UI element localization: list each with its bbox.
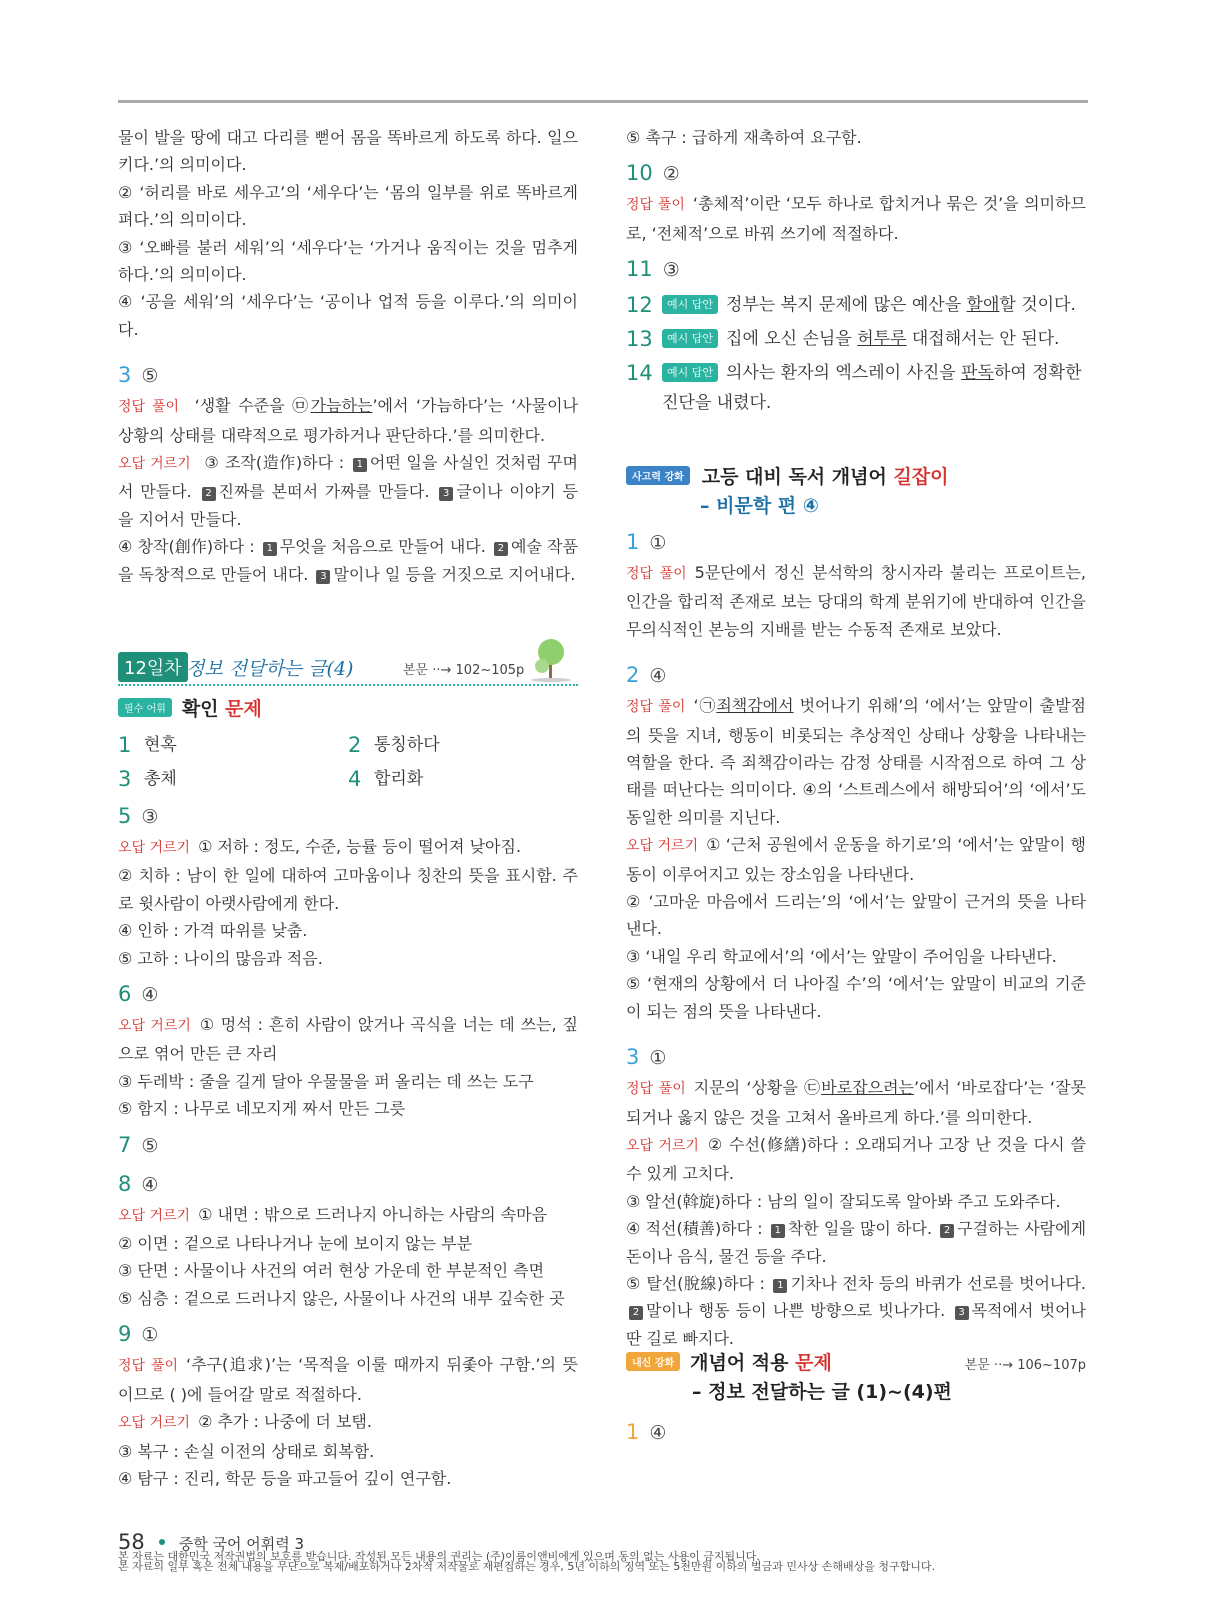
page-reference: 본문 ··→ 106~107p [964,1358,1086,1373]
underlined-text: 허투루 [857,329,907,350]
tree-icon [528,636,574,682]
paragraph: ④ ‘공을 세워’의 ‘세우다’는 ‘공이나 업적 등을 이루다.’의 의미이다. [118,292,578,339]
heading-accent: 길잡이 [893,466,949,488]
day-badge: 12일차 [118,652,188,682]
question-number: 1 [626,1420,640,1444]
paragraph: ③ ‘내일 우리 학교에서’의 ‘에서’는 앞말이 주어임을 나타낸다. [626,946,1057,966]
question-9 [118,1318,578,1351]
text: ② 추가 : 나중에 더 보탬. [198,1412,372,1432]
text: ① ‘근처 공원에서 운동을 하기로’의 ‘에서’는 앞말이 행동이 이루어지고 있는 장소임을 나타낸다. [626,835,1086,884]
section-12-header [118,650,578,686]
answer: ④ [649,665,667,688]
question-number: 9 [118,1322,132,1347]
question-3 [118,359,578,392]
thinking-section-header [626,462,1086,518]
question-number: 5 [118,804,132,828]
number-box: 2 [940,1224,954,1238]
underlined-text: 할애 [966,295,1000,316]
paragraph: ② ‘허리를 바로 세우고’의 ‘세우다’는 ‘몸의 일부를 위로 똑바르게 펴다.’의 의미이다. [118,182,578,230]
wrong-label: 오답 거르기 [626,1137,699,1154]
text: 대접해서는 안 된다. [906,329,1060,350]
number-box: 1 [773,1279,787,1293]
underlined-text: 바로잡으려는 [821,1078,915,1098]
text: 무엇을 처음으로 만들어 내다. [279,537,486,557]
question-7 [118,1129,578,1162]
paragraph: 물이 발을 땅에 대고 다리를 뻗어 몸을 똑바르게 하도록 하다. 일으키다.’의 의미이다. [118,128,578,175]
text: 목적에서 벗어나 딴 길로 빠지다. [626,1301,1086,1348]
answer-label: 정답 풀이 [626,566,687,582]
answer: ③ [662,259,680,282]
heading-accent: 문제 [225,698,262,720]
text: ‘총체적’이란 ‘모두 하나로 합치거나 묶은 것’을 의미하므로, ‘전체적’으로 바꿔 쓰기에 적절하다. [626,194,1086,243]
list-item [348,764,578,794]
question-8 [118,1168,578,1201]
wrong-label: 오답 거르기 [118,1415,191,1432]
answer-grid [118,726,578,794]
list-item [118,730,348,760]
question-number: 4 [348,767,362,791]
question-13 [626,324,1086,354]
paragraph: ⑤ 심층 : 겉으로 드러나지 않은, 사물이나 사건의 내부 깊숙한 곳 [118,1288,565,1308]
question-number: 14 [626,361,653,386]
explanation [626,692,1086,831]
text: 진짜를 본떠서 가짜를 만들다. [218,482,430,502]
paragraph: ③ 두레박 : 줄을 길게 달아 우물물을 퍼 올리는 데 쓰는 도구 [118,1071,534,1091]
example-answer-badge: 예시 답안 [662,363,718,382]
example-answer-badge: 예시 답안 [662,329,718,348]
answer: ④ [141,984,159,1007]
text: 예술 작품을 독창적으로 만들어 내다. [118,537,578,584]
answer: ③ [141,806,159,828]
answer: 합리화 [374,769,424,789]
question-number: 11 [626,257,653,282]
question-number: 2 [348,733,362,757]
answer: ④ [141,1173,159,1196]
section-12-body [118,726,578,1492]
text: 의사는 환자의 엑스레이 사진을 [726,363,962,384]
text: ④ 적선(積善)하다 : [626,1219,763,1239]
book-title: 중학 국어 어휘력 3 [178,1535,305,1553]
question-12 [626,290,1086,320]
underlined-text: 죄책감에서 [716,696,794,716]
text: ’에서 ‘가늠하다’는 ‘사물이나 상황의 상태를 대략적으로 평가하거나 판단하다.’를 의미한다. [118,396,578,445]
answer-label: 정답 풀이 [626,197,685,214]
text: 할 것이다. [999,295,1076,316]
paragraph: ⑤ 촉구 : 급하게 재촉하여 요구함. [626,128,862,147]
answer: ① [649,532,667,554]
example-answer-badge: 예시 답안 [662,295,718,314]
number-box: 2 [494,542,508,556]
subheading: – 비문학 편 ④ [700,495,819,517]
text: 정부는 복지 문제에 많은 예산을 [726,295,967,316]
wrong-options [118,1408,578,1437]
wrong-options [118,833,578,862]
paragraph: ⑤ 함지 : 나무로 네모지게 짜서 만든 그릇 [118,1099,406,1119]
left-column-top [118,124,578,588]
text: 5문단에서 정신 분석학의 창시자라 불리는 프로이트는, 인간을 합리적 존재로 보는 당대의 학계 분위기에 반대하여 인간을 무의식적인 본능의 지배를 받는 수동적 존재로 보았다. [626,563,1086,639]
answer: ④ [649,1422,667,1444]
text: 착한 일을 많이 하다. [787,1219,933,1239]
wrong-options [118,1201,578,1230]
question-1 [626,526,1086,559]
text: 말이나 일 등을 거짓으로 지어내다. [333,564,576,584]
question-number: 3 [118,363,132,388]
paragraph: ⑤ 고하 : 나이의 많음과 적음. [118,948,323,968]
number-box: 3 [439,487,453,501]
answer-label: 정답 풀이 [118,399,180,416]
wrong-label: 오답 거르기 [118,840,191,856]
text: ② 수선(修繕)하다 : 오래되거나 고장 난 것을 다시 쓸 수 있게 고치다. [626,1134,1086,1184]
paragraph: ② 이면 : 겉으로 나타나거나 눈에 보이지 않는 부분 [118,1234,473,1254]
paragraph: ⑤ ‘현재의 상황에서 더 나아질 수’의 ‘에서’는 앞말이 비교의 기준이 되는 점의 뜻을 나타낸다. [626,974,1086,1021]
question-number: 12 [626,293,653,318]
text: ① 내면 : 밖으로 드러나지 아니하는 사람의 속마음 [198,1204,548,1224]
text: 어떤 일을 사실인 것처럼 꾸며서 만들다. [118,453,578,502]
question-11 [626,253,1086,286]
text: ③ 조작(造作)하다 : [204,453,345,473]
question-number: 6 [118,982,132,1007]
wrong-label: 오답 거르기 [118,456,191,473]
number-box: 2 [202,487,216,501]
school-section-body [626,1410,1086,1449]
text: 지문의 ‘상황을 ㉢ [693,1078,822,1098]
paragraph: ③ ‘오빠를 불러 세워’의 ‘세우다’는 ‘가거나 움직이는 것을 멈추게 하다.’의 의미이다. [118,237,578,285]
question-number: 3 [118,767,132,791]
paragraph: ③ 복구 : 손실 이전의 상태로 회복함. [118,1441,375,1461]
question-number: 1 [118,733,132,757]
number-box: 2 [629,1306,643,1320]
text: 집에 오신 손님을 [726,329,858,350]
paragraph [626,1215,1086,1270]
question-number: 1 [626,530,640,554]
paragraph [626,1270,1086,1352]
explanation [118,1351,578,1408]
wrong-options [118,1011,578,1068]
answer: ⑤ [141,365,159,388]
number-box: 1 [263,542,277,556]
answer: 현혹 [144,735,177,755]
answer: ⑤ [141,1134,159,1157]
number-box: 1 [771,1224,785,1238]
question-2 [626,659,1086,692]
list-item [118,764,348,794]
subsection-header [118,694,262,721]
text: 하여 정확한 진단을 내렸다. [662,363,1082,414]
underlined-text: 판독 [961,363,994,384]
answer: 총체 [144,769,177,789]
copyright-line: 본 자료의 일부 혹은 전체 내용을 무단으로 복제/배포하거나 2차적 저작물로 재편집하는 경우, 5년 이하의 징역 또는 5천만원 이하의 벌금과 민사상 손해배상을 청구합니다. [118,1560,936,1573]
footer [118,1530,1098,1574]
question-number: 2 [626,663,640,688]
paragraph: ③ 알선(斡旋)하다 : 남의 일이 잘되도록 알아봐 주고 도와주다. [626,1191,1061,1211]
answer: 통칭하다 [374,735,440,755]
wrong-options [118,449,578,533]
question-6 [118,978,578,1011]
question-14 [626,358,1086,418]
top-rule [118,100,1088,103]
text: ‘추구(追求)’는 ‘목적을 이룰 때까지 뒤좇아 구함.’의 뜻이므로 ( )에 들어갈 말로 적절하다. [118,1355,579,1404]
answer-label: 정답 풀이 [626,699,686,716]
copyright-line: 본 자료는 대한민국 저작권법의 보호를 받습니다. 작성된 모든 내용의 권리는 (주)이룸이앤비에게 있으며 동의 없는 사용이 금지됩니다. [118,1550,760,1563]
explanation [626,190,1086,247]
question-10 [626,157,1086,190]
category-badge: 내신 강화 [626,1352,680,1371]
explanation [118,392,578,449]
wrong-label: 오답 거르기 [118,1207,191,1224]
wrong-label: 오답 거르기 [626,838,699,855]
school-section-header [626,1348,1086,1404]
page-number: 58 [118,1530,145,1554]
answer-label: 정답 풀이 [118,1358,179,1375]
category-badge: 필수 어휘 [118,698,172,717]
answer: ② [662,163,680,186]
bullet-dot [159,1539,165,1545]
question-1 [626,1416,1086,1449]
explanation [626,559,1086,643]
category-badge: 사고력 강화 [626,466,690,485]
question-number: 7 [118,1132,132,1157]
answer: ① [141,1324,159,1347]
heading: 고등 대비 독서 개념어 [701,466,887,488]
underlined-text: 가늠하는 [310,396,373,416]
question-number: 8 [118,1171,132,1196]
answer: ① [649,1047,667,1070]
question-3 [626,1041,1086,1074]
text: ‘생활 수준을 ㉤ [194,396,311,416]
paragraph: ② 치하 : 남이 한 일에 대하여 고마움이나 칭찬의 뜻을 표시함. 주로 윗사람이 아랫사람에게 한다. [118,866,578,913]
text: ⑤ 탈선(脫線)하다 : [626,1273,765,1293]
paragraph: ④ 인하 : 가격 따위를 낮춤. [118,921,308,941]
text: ‘㉠ [693,696,717,716]
number-box: 1 [353,458,367,472]
list-item [348,730,578,760]
right-column-top [626,124,1086,418]
text: 말이나 행동 등이 나쁜 방향으로 빗나가다. [646,1301,946,1321]
explanation [626,1074,1086,1131]
text: ① 저하 : 정도, 수준, 능률 등이 떨어져 낮아짐. [198,837,522,856]
text: ① 멍석 : 흔히 사람이 앉거나 곡식을 너는 데 쓰는, 짚으로 엮어 만든 큰 자리 [118,1015,578,1064]
wrong-options [118,533,578,588]
question-number: 13 [626,327,653,352]
text: ’에서 ‘바로잡다’는 ‘잘못되거나 옳지 않은 것을 고쳐서 올바르게 하다.’를 의미한다. [626,1078,1087,1127]
wrong-options [626,1131,1086,1188]
answer-label: 정답 풀이 [626,1081,686,1098]
wrong-options [626,831,1086,888]
paragraph: ③ 단면 : 사물이나 사건의 여러 현상 가운데 한 부분적인 측면 [118,1261,545,1281]
number-box: 3 [316,570,330,584]
section-title: 정보 전달하는 글(4) [186,658,354,680]
paragraph: ④ 탐구 : 진리, 학문 등을 파고들어 깊이 연구함. [118,1468,452,1488]
number-box: 3 [955,1306,969,1320]
heading: 개념어 적용 [690,1352,789,1374]
question-5 [118,800,578,833]
text: 구걸하는 사람에게 돈이나 음식, 물건 등을 주다. [626,1219,1087,1266]
text: 벗어나기 위해’의 ‘에서’는 앞말이 출발점의 뜻을 지녀, 행동이 비롯되는 추상적인 상태나 상황을 나타내는 역할을 한다. 즉 죄책감이라는 감정 상태를 시작점으로 하여 그 상태를 떠난다는 의미이다. ④의 ‘스트레스에서 해방되어’의 ‘에서’도 동일한 의미를 지닌다. [626,696,1087,827]
text: 기차나 전차 등의 바퀴가 선로를 벗어나다. [790,1273,1086,1293]
question-number: 3 [626,1045,640,1070]
question-number: 10 [626,161,653,186]
thinking-section-body [626,520,1086,1352]
subheading: – 정보 전달하는 글 (1)~(4)편 [692,1381,952,1403]
paragraph: ② ‘고마운 마음에서 드리는’의 ‘에서’는 앞말이 근거의 뜻을 나타낸다. [626,892,1086,939]
text: ④ 창작(創作)하다 : [118,537,255,557]
heading-accent: 문제 [795,1352,832,1374]
wrong-label: 오답 거르기 [118,1018,191,1035]
heading: 확인 [181,698,219,720]
page-reference: 본문 ··→ 102~105p [403,663,525,678]
text: 글이나 이야기 등을 지어서 만들다. [118,482,578,529]
